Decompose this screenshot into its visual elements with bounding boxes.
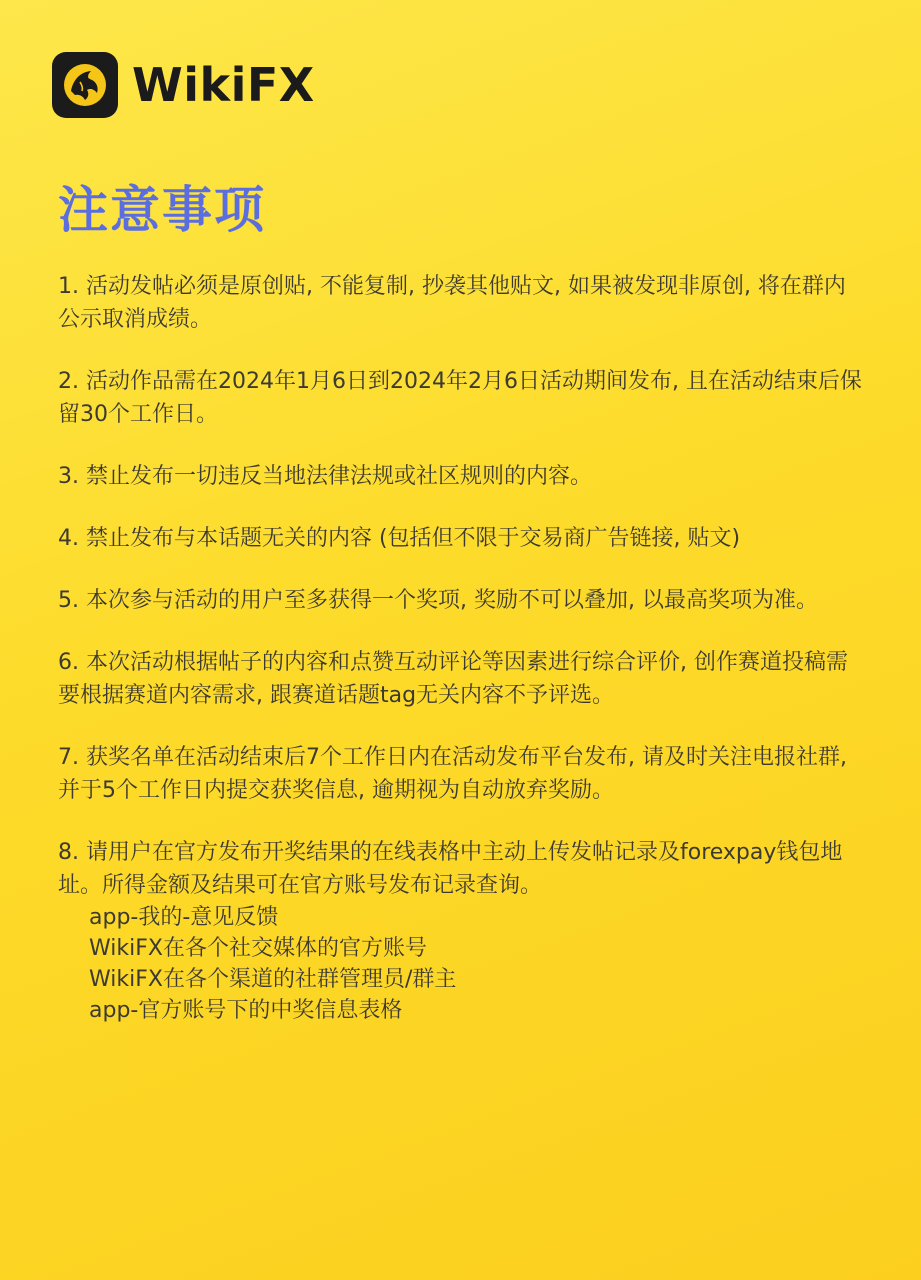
eagle-head-icon bbox=[52, 52, 118, 118]
note-text: 8. 请用户在官方发布开奖结果的在线表格中主动上传发帖记录及forexpay钱包地址。所得金额及结果可在官方账号发布记录查询。 bbox=[58, 840, 843, 898]
channel-list bbox=[58, 902, 863, 1026]
channel-item: WikiFX在各个渠道的社群管理员/群主 bbox=[89, 967, 457, 992]
note-item: 7. 获奖名单在活动结束后7个工作日内在活动发布平台发布, 请及时关注电报社群, 并于5个工作日内提交获奖信息, 逾期视为自动放弃奖励。 bbox=[58, 745, 847, 803]
note-item: 4. 禁止发布与本话题无关的内容 (包括但不限于交易商广告链接, 贴文) bbox=[58, 526, 741, 551]
note-item: 3. 禁止发布一切违反当地法律法规或社区规则的内容。 bbox=[58, 464, 592, 489]
note-item: 2. 活动作品需在2024年1月6日到2024年2月6日活动期间发布, 且在活动结束后保留30个工作日。 bbox=[58, 369, 862, 427]
note-item: 1. 活动发帖必须是原创贴, 不能复制, 抄袭其他贴文, 如果被发现非原创, 将在群内公示取消成绩。 bbox=[58, 274, 846, 332]
note-item bbox=[58, 836, 863, 1026]
channel-item: WikiFX在各个社交媒体的官方账号 bbox=[89, 936, 427, 961]
notes-list bbox=[58, 270, 863, 1026]
channel-item: app-官方账号下的中奖信息表格 bbox=[89, 998, 403, 1023]
note-item: 6. 本次活动根据帖子的内容和点赞互动评论等因素进行综合评价, 创作赛道投稿需要根据赛道内容需求, 跟赛道话题tag无关内容不予评选。 bbox=[58, 650, 848, 708]
page-title: 注意事项 bbox=[58, 181, 266, 239]
brand-name: WikiFX bbox=[132, 58, 315, 112]
channel-item: app-我的-意见反馈 bbox=[89, 905, 279, 930]
brand-header bbox=[52, 52, 315, 118]
note-item: 5. 本次参与活动的用户至多获得一个奖项, 奖励不可以叠加, 以最高奖项为准。 bbox=[58, 588, 818, 613]
